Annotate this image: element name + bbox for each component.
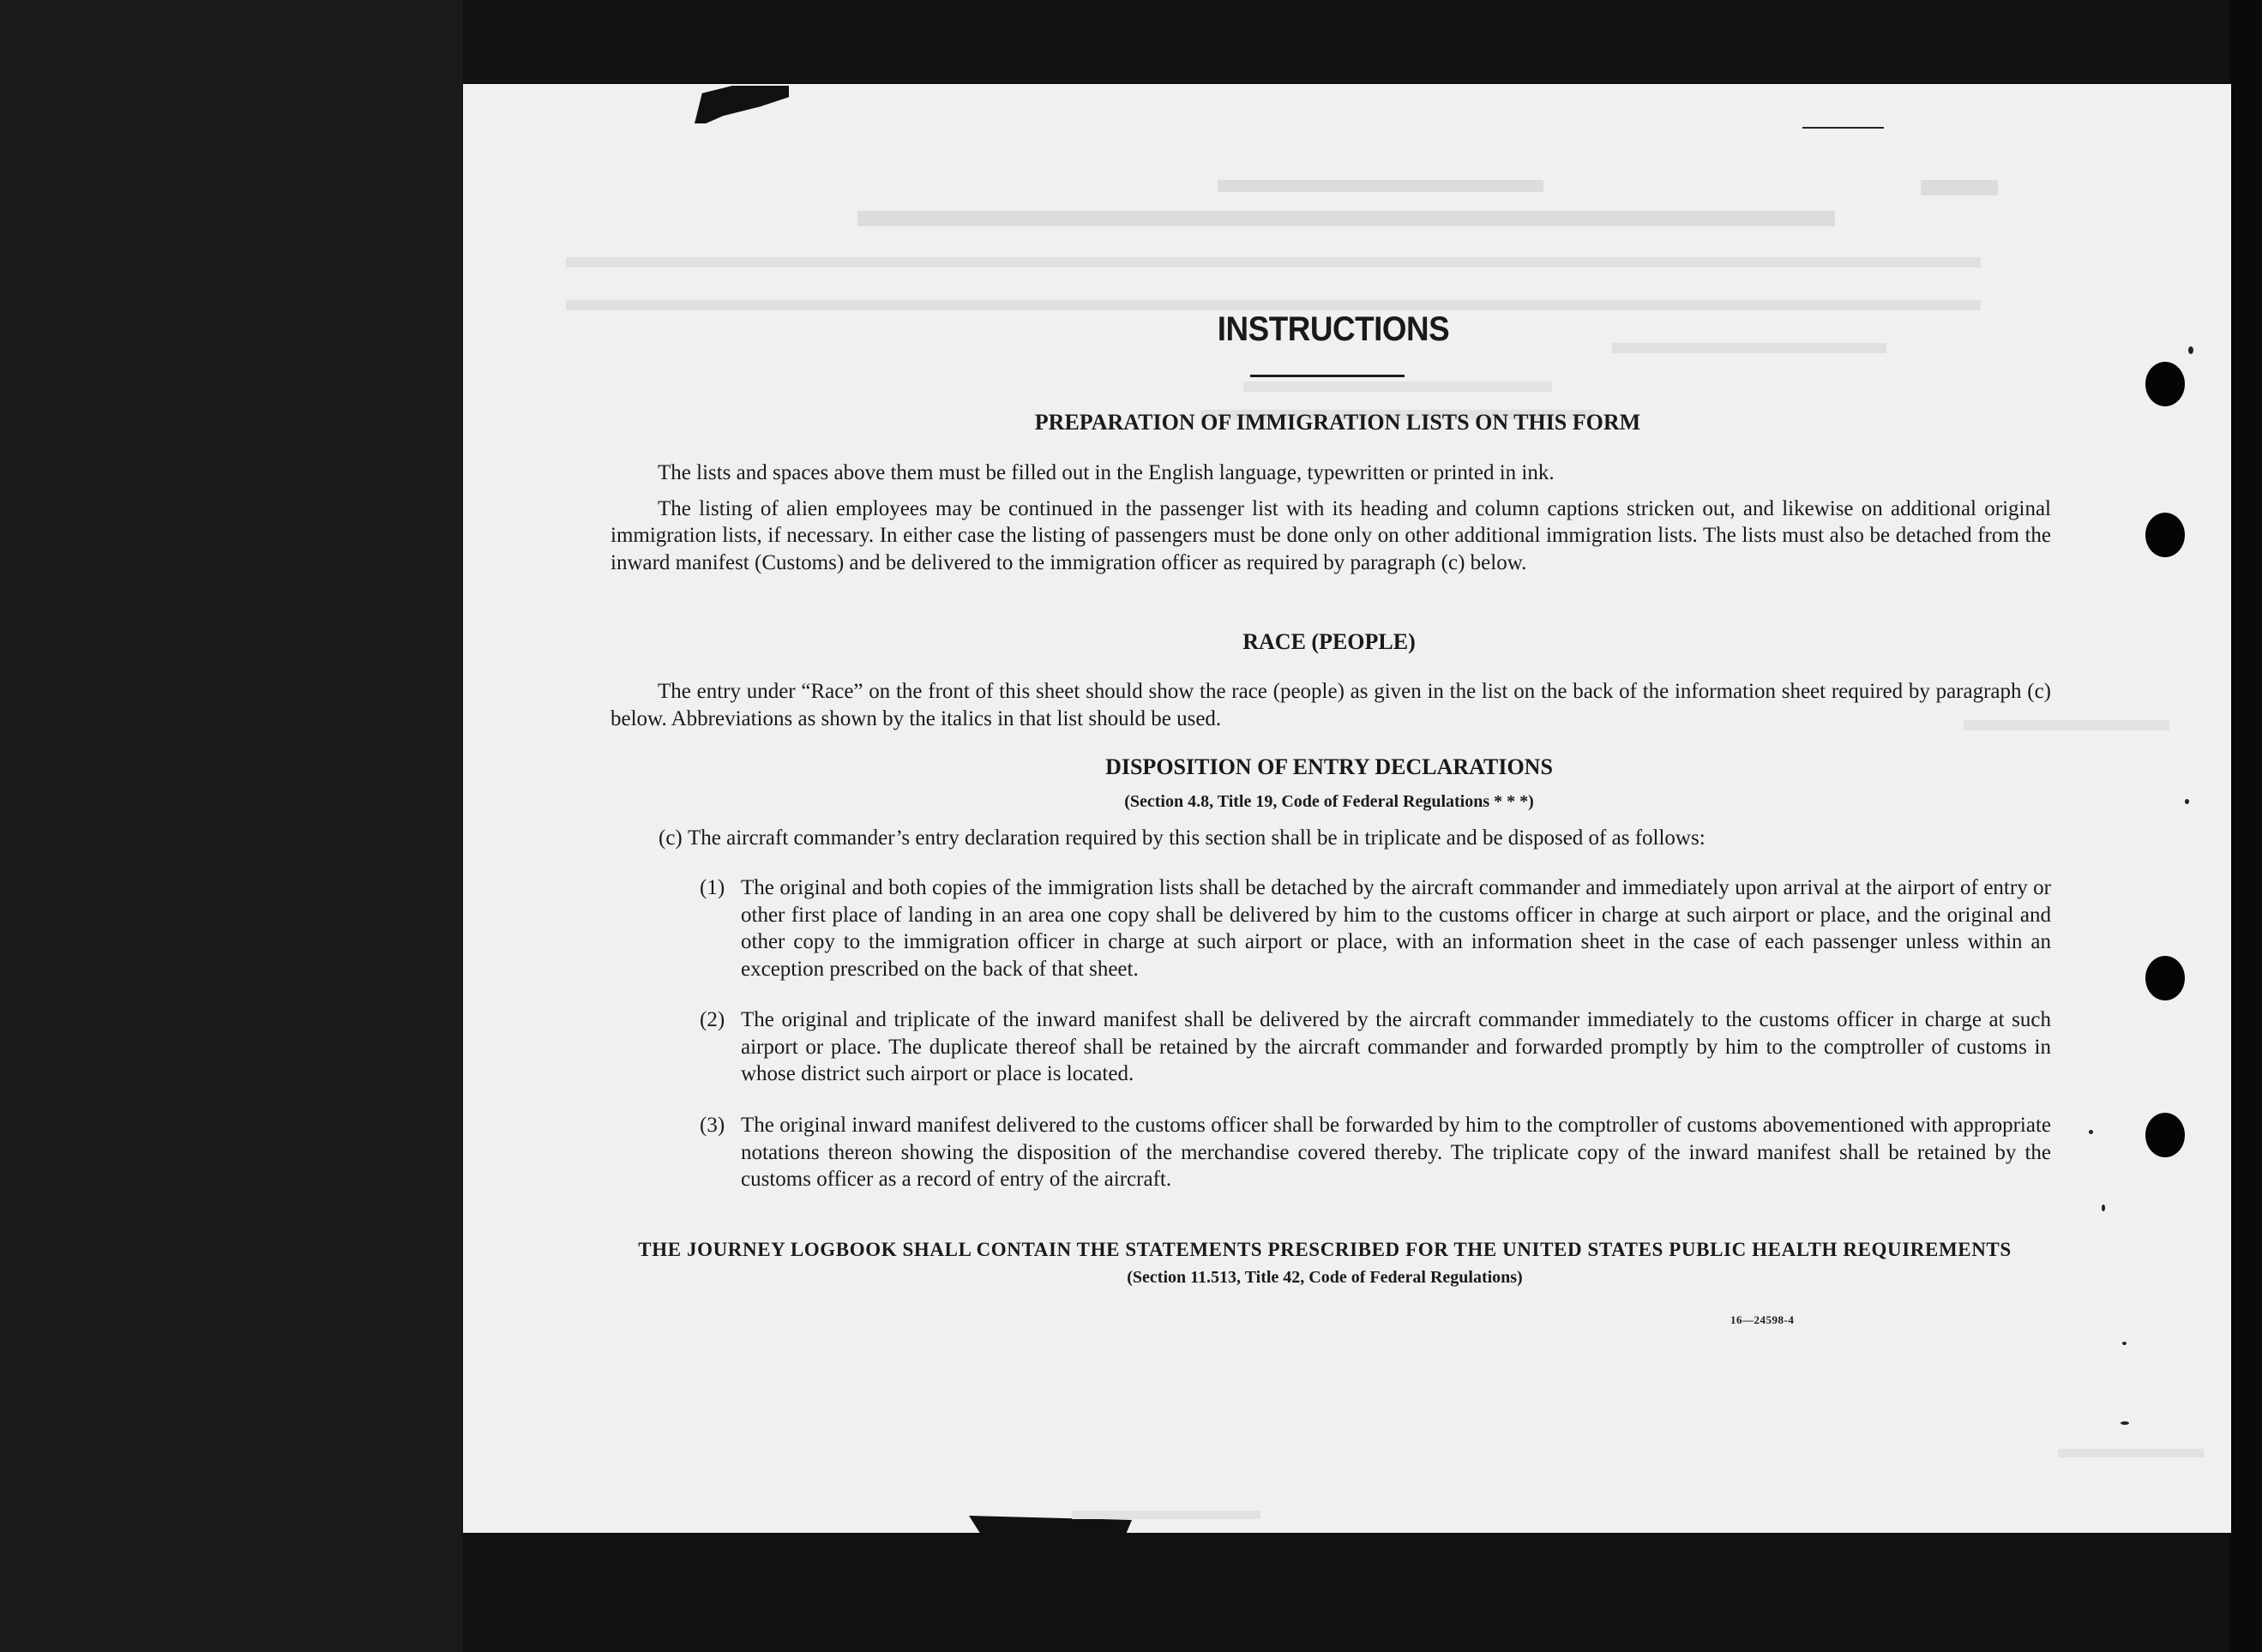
disposition-intro-label: (c): [659, 826, 683, 850]
page-title: INSTRUCTIONS: [1217, 310, 1450, 348]
item-number: (2): [700, 1008, 725, 1031]
race-text: [611, 678, 2051, 732]
title-underline: [1250, 375, 1405, 377]
preparation-paragraph-1: The lists and spaces above them must be filled out in the English language, typewritten or printed in ink.: [658, 461, 1555, 484]
item-text: The original and both copies of the immigration lists shall be detached by the aircraft commander and immediately upon arrival at the airport of entry or other first place of landing in an area one copy shall be delivered by him to the customs officer in charge at such airport or place, and the original and other copy to the immigration officer in charge at such airport or place, with an information sheet in the case of each passenger unless within an exception prescribed on the back of that sheet.: [741, 876, 2051, 981]
disposition-intro: [659, 825, 2065, 852]
disposition-citation: (Section 4.8, Title 19, Code of Federal Regulations * * *): [1124, 792, 1534, 811]
preparation-text: [611, 460, 2051, 576]
item-number: (3): [700, 1114, 725, 1137]
disposition-intro-text: The aircraft commander’s entry declaration required by this section shall be in triplicate and be disposed of as follows:: [688, 826, 1706, 850]
footer-statement: THE JOURNEY LOGBOOK SHALL CONTAIN THE STATEMENTS PRESCRIBED FOR THE UNITED STATES PUBLIC HEALTH REQUIREMENTS: [638, 1239, 2012, 1260]
race-paragraph: The entry under “Race” on the front of this sheet should show the race (people) as given in the list on the back of the information sheet required by paragraph (c) below. Abbreviations as shown by the italics in that list should be used.: [611, 680, 2051, 730]
footer-citation: (Section 11.513, Title 42, Code of Federal Regulations): [1127, 1268, 1523, 1287]
preparation-paragraph-2: The listing of alien employees may be continued in the passenger list with its heading and column captions stricken out, and likewise on additional original immigration lists, if necessary. In either case the listing of passengers must be done only on other additional immigration lists. The lists must also be detached from the inward manifest (Customs) and be delivered to the immigration officer as required by paragraph (c) below.: [611, 496, 2051, 574]
item-text: The original inward manifest delivered to the customs officer shall be forwarded by him to the comptroller of customs abovementioned with appropriate notations thereon showing the disposition of the merchandise covered thereby. The triplicate copy of the inward manifest shall be retained by the customs officer as a record of entry of the aircraft.: [741, 1114, 2051, 1191]
form-number: 16—24598-4: [1730, 1313, 1795, 1326]
disposition-item-1: [700, 874, 2051, 982]
health-requirements-footer: [600, 1236, 2049, 1291]
section-heading-preparation: PREPARATION OF IMMIGRATION LISTS ON THIS FORM: [1034, 410, 1641, 435]
item-number: (1): [700, 876, 725, 899]
section-heading-race: RACE (PEOPLE): [1242, 629, 1416, 654]
disposition-item-3: [700, 1112, 2051, 1193]
item-text: The original and triplicate of the inward manifest shall be delivered by the aircraft commander immediately to the customs officer in charge at such airport or place. The duplicate thereof shall be retained by the aircraft commander and forwarded promptly by him to the comptroller of customs in whose district such airport or place is located.: [741, 1008, 2051, 1085]
disposition-item-2: [700, 1006, 2051, 1088]
section-heading-disposition: DISPOSITION OF ENTRY DECLARATIONS: [1105, 754, 1553, 779]
